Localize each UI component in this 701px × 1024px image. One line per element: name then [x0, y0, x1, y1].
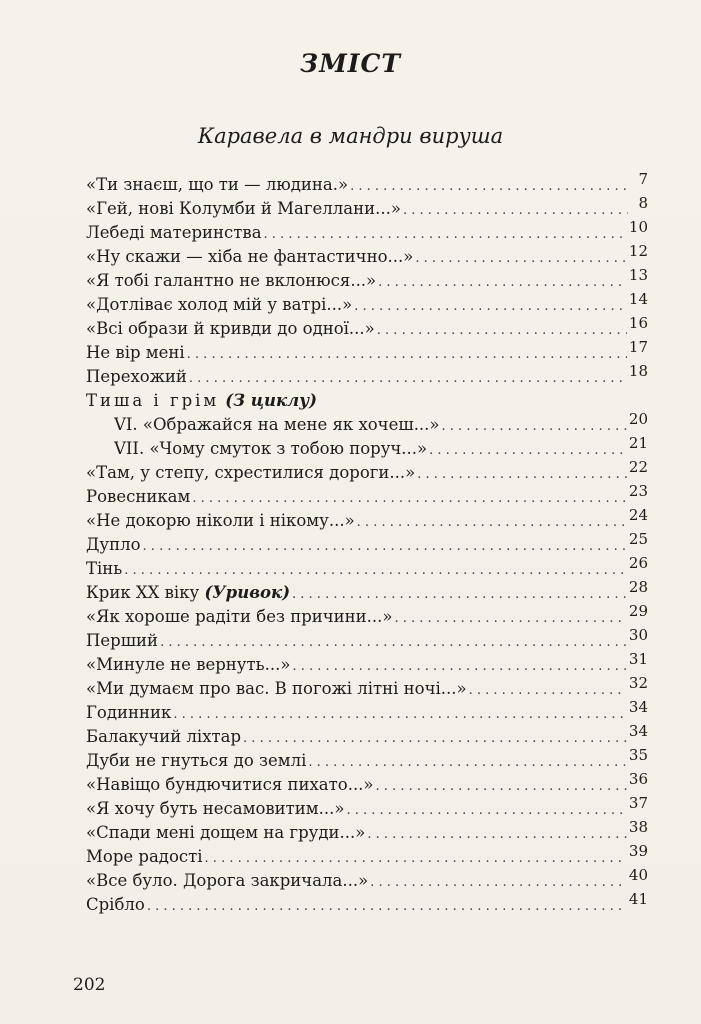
toc-entry [86, 266, 648, 293]
toc-entry-title: VI. «Ображайся на мене як хочеш...» [114, 415, 440, 434]
toc-entry-title: Срібло [86, 895, 145, 914]
table-of-contents [86, 170, 648, 917]
toc-entry-page: 25 [628, 530, 648, 548]
toc-entry-title: «Ми думаєм про вас. В погожі літні ночі...» [86, 679, 467, 698]
dot-leader [417, 463, 627, 487]
toc-entry-page: 37 [628, 794, 648, 812]
toc-entry-title: «Все було. Дорога закричала...» [86, 871, 369, 890]
toc-entry [86, 338, 648, 365]
toc-entry-title: «Спади мені дощем на груди...» [86, 823, 366, 842]
dot-leader [243, 727, 627, 751]
toc-entry-page: 12 [628, 242, 648, 260]
dot-leader [395, 607, 627, 631]
dot-leader [367, 823, 627, 847]
toc-entry-title: «Ну скажи — хіба не фантастично...» [86, 247, 414, 266]
toc-entry [86, 170, 648, 197]
dot-leader [377, 319, 627, 343]
dot-leader [354, 295, 627, 319]
toc-entry-title: Годинник [86, 703, 172, 722]
dot-leader [403, 199, 628, 223]
toc-entry-title: Лебеді материнства [86, 223, 262, 242]
dot-leader [189, 367, 627, 391]
toc-entry-page: 20 [628, 410, 648, 428]
dot-leader [124, 559, 627, 583]
toc-entry-title: Дуби не гнуться до землі [86, 751, 307, 770]
toc-entry-title: «Гей, нові Колумби й Магеллани...» [86, 199, 401, 218]
dot-leader [205, 847, 627, 871]
toc-entry-page: 34 [628, 698, 648, 716]
toc-entry-title: Перехожий [86, 367, 187, 386]
toc-entry [86, 242, 648, 269]
toc-entry-title: «Я хочу буть несамовитим...» [86, 799, 345, 818]
toc-entry-page: 10 [628, 218, 648, 236]
section-title: Каравела в мандри вируша [197, 124, 504, 148]
toc-entry [86, 434, 648, 461]
toc-entry [86, 458, 648, 485]
toc-entry-page: 30 [628, 626, 648, 644]
toc-entry-title: Перший [86, 631, 159, 650]
toc-entry [86, 818, 648, 845]
toc-entry-title: «Ти знаєш, що ти — людина.» [86, 175, 349, 194]
toc-entry-page: 36 [628, 770, 648, 788]
toc-entry-title: Тінь [86, 559, 123, 578]
toc-entry-title: «Там, у степу, схрестилися дороги...» [86, 463, 416, 482]
page-number: 202 [73, 975, 106, 995]
toc-entry-page: 18 [628, 362, 648, 380]
toc-entry [86, 194, 648, 221]
toc-entry-title: «Я тобі галантно не вклонюся...» [86, 271, 377, 290]
toc-entry-page: 39 [628, 842, 648, 860]
toc-entry [86, 866, 648, 893]
toc-cycle-heading [86, 389, 648, 413]
toc-entry-title: Не вір мені [86, 343, 185, 362]
page-heading: ЗМІСТ [300, 49, 401, 78]
toc-entry-page: 14 [628, 290, 648, 308]
toc-entry [86, 698, 648, 725]
toc-entry-page: 24 [628, 506, 648, 524]
dot-leader [187, 343, 627, 367]
toc-entry [86, 626, 648, 653]
dot-leader [350, 175, 628, 199]
toc-entry [86, 842, 648, 869]
dot-leader [292, 655, 626, 679]
toc-entry [86, 530, 648, 557]
toc-entry [86, 578, 648, 605]
toc-entry-title: «Всі образи й кривди до одної...» [86, 319, 375, 338]
toc-entry-page: 26 [628, 554, 648, 572]
toc-entry-page: 41 [628, 890, 648, 908]
dot-leader [292, 583, 627, 607]
dot-leader [264, 223, 627, 247]
dot-leader [147, 895, 627, 919]
dot-leader [160, 631, 627, 655]
toc-entry-title: VII. «Чому смуток з тобою поруч...» [114, 439, 428, 458]
toc-entry [86, 314, 648, 341]
toc-entry-title: «Навіщо бундючитися пихато...» [86, 775, 374, 794]
toc-entry-page: 7 [638, 170, 648, 188]
dot-leader [378, 271, 627, 295]
toc-entry-page: 29 [628, 602, 648, 620]
toc-entry [86, 890, 648, 917]
toc-entry-title: «Як хороше радіти без причини...» [86, 607, 393, 626]
dot-leader [469, 679, 627, 703]
toc-entry [86, 482, 648, 509]
toc-entry-suffix: (Уривок) [204, 583, 291, 602]
toc-entry [86, 554, 648, 581]
toc-entry [86, 602, 648, 629]
toc-entry-title: Дупло [86, 535, 141, 554]
dot-leader [376, 775, 627, 799]
toc-entry-page: 16 [628, 314, 648, 332]
toc-entry [86, 218, 648, 245]
toc-entry-page: 28 [628, 578, 648, 596]
toc-entry [86, 650, 648, 677]
toc-entry-page: 13 [628, 266, 648, 284]
toc-entry-title: «Минуле не вернуть...» [86, 655, 291, 674]
toc-entry [86, 770, 648, 797]
toc-entry-page: 31 [628, 650, 648, 668]
toc-entry [86, 746, 648, 773]
toc-entry-page: 35 [628, 746, 648, 764]
toc-entry-title: Ровесникам [86, 487, 191, 506]
cycle-note: (З циклу) [225, 391, 317, 410]
toc-entry-title: Море радості [86, 847, 203, 866]
toc-entry [86, 722, 648, 749]
toc-entry-title: Крик XX віку [86, 583, 200, 602]
dot-leader [370, 871, 627, 895]
toc-entry-title: «Дотліває холод мій у ватрі...» [86, 295, 353, 314]
dot-leader [308, 751, 627, 775]
dot-leader [429, 439, 627, 463]
cycle-title: Тиша і грім [86, 391, 220, 410]
toc-entry [86, 794, 648, 821]
toc-entry-page: 17 [628, 338, 648, 356]
toc-entry [86, 506, 648, 533]
toc-entry-page: 8 [638, 194, 648, 212]
dot-leader [346, 799, 626, 823]
toc-entry [86, 674, 648, 701]
toc-entry-title: Балакучий ліхтар [86, 727, 242, 746]
toc-entry-title: «Не докорю ніколи і нікому...» [86, 511, 355, 530]
dot-leader [415, 247, 627, 271]
toc-entry-page: 38 [628, 818, 648, 836]
toc-entry-page: 34 [628, 722, 648, 740]
toc-entry [86, 362, 648, 389]
toc-entry [86, 410, 648, 437]
toc-entry-page: 23 [628, 482, 648, 500]
dot-leader [173, 703, 627, 727]
dot-leader [192, 487, 627, 511]
toc-entry-page: 32 [628, 674, 648, 692]
dot-leader [143, 535, 627, 559]
toc-entry-page: 22 [628, 458, 648, 476]
toc-entry [86, 290, 648, 317]
dot-leader [442, 415, 627, 439]
dot-leader [357, 511, 627, 535]
toc-entry-page: 21 [628, 434, 648, 452]
toc-entry-page: 40 [628, 866, 648, 884]
